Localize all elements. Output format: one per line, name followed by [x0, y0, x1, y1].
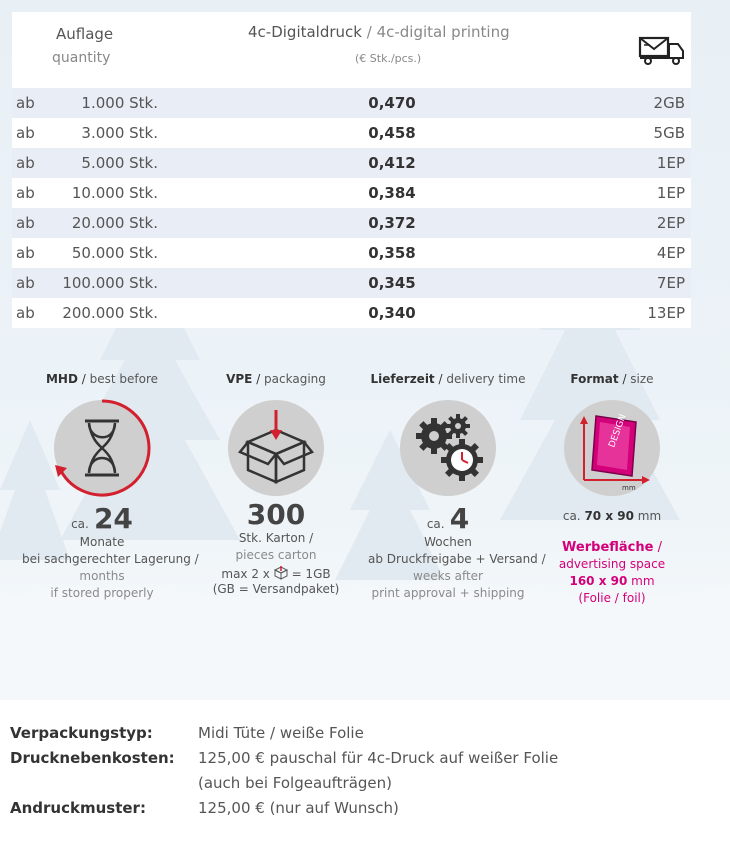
detail-value: Midi Tüte / weiße Folie [198, 724, 364, 742]
feature-title: MHD / best before [45, 372, 158, 386]
row-shipping: 7EP [656, 274, 685, 292]
feature-line-en: print approval + shipping [371, 586, 525, 600]
size-prefix: ca. [562, 509, 581, 523]
row-price: 0,372 [368, 214, 416, 232]
feature-line-en: weeks after [413, 569, 483, 583]
row-shipping: 4EP [656, 244, 685, 262]
table-row [12, 238, 691, 268]
box-icon [228, 400, 324, 496]
feature-title-de: VPE [226, 372, 253, 386]
table-row [12, 208, 691, 238]
row-shipping: 13EP [647, 304, 685, 322]
row-shipping: 2EP [656, 214, 685, 232]
feature-title-de: Format [570, 372, 619, 386]
feature-line: bei sachgerechter Lagerung / [22, 552, 199, 566]
feature-format [532, 372, 692, 607]
row-price: 0,470 [368, 94, 416, 112]
advertising-space-title: Werbefläche / [562, 540, 662, 555]
row-prefix: ab [16, 244, 35, 262]
feature-title-de: MHD [45, 372, 78, 386]
detail-value: (auch bei Folgeaufträgen) [198, 774, 393, 792]
col-print-header [248, 23, 510, 41]
row-prefix: ab [16, 124, 35, 142]
col-print-unit: (€ Stk./pcs.) [355, 52, 422, 65]
table-row [12, 88, 691, 118]
adv-material: (Folie / foil) [578, 591, 646, 605]
adv-value: 160 x 90 [569, 574, 628, 588]
row-price: 0,345 [368, 274, 416, 292]
mm-label: mm [622, 484, 636, 492]
feature-line [196, 566, 356, 583]
row-shipping: 1EP [656, 154, 685, 172]
feature-line-en: pieces carton [235, 548, 317, 562]
feature-title-de: Lieferzeit [370, 372, 435, 386]
feature-title: VPE / packaging [226, 372, 326, 386]
col-quantity-header: Auflage [56, 25, 114, 43]
row-prefix: ab [16, 154, 35, 172]
truck-mail-icon [638, 34, 686, 66]
feature-value: 4 [449, 502, 470, 535]
feature-line-en: months [79, 569, 125, 583]
col-quantity-header-en: quantity [52, 50, 111, 66]
format-size [532, 508, 692, 525]
size-value: 70 x 90 [584, 509, 634, 523]
col-print-header-de: 4c-Digitaldruck [248, 23, 362, 41]
adv-unit: mm [631, 574, 655, 588]
detail-label: Andruckmuster: [10, 799, 146, 817]
row-quantity: 100.000 Stk. [62, 274, 158, 292]
hourglass-icon [54, 400, 150, 496]
feature-title: Lieferzeit / delivery time [370, 372, 526, 386]
row-shipping: 1EP [656, 184, 685, 202]
row-prefix: ab [16, 304, 35, 322]
row-prefix: ab [16, 94, 35, 112]
adv-en: advertising space [558, 557, 666, 571]
row-prefix: ab [16, 184, 35, 202]
feature-title-en: packaging [264, 372, 326, 386]
adv-size [532, 573, 692, 590]
feature-line: ab Druckfreigabe + Versand / [368, 552, 546, 566]
row-shipping: 5GB [653, 124, 685, 142]
row-price: 0,458 [368, 124, 416, 142]
feature-value: 24 [93, 502, 133, 535]
row-price: 0,340 [368, 304, 416, 322]
detail-value: 125,00 € pauschal für 4c-Druck auf weißer Folie [198, 749, 559, 767]
detail-value: 125,00 € (nur auf Wunsch) [198, 799, 399, 817]
design-format-icon [564, 400, 660, 496]
feature-line: (GB = Versandpaket) [212, 582, 340, 596]
feature-delivery-time [368, 372, 546, 602]
small-box-icon [274, 566, 288, 580]
table-row [12, 148, 691, 178]
feature-title-en: best before [89, 372, 158, 386]
row-quantity: 5.000 Stk. [81, 154, 158, 172]
feature-title: Format / size [570, 372, 654, 386]
adv-de: Werbefläche [562, 540, 654, 555]
table-row [12, 118, 691, 148]
feature-ca: ca. [426, 517, 445, 531]
row-quantity: 1.000 Stk. [81, 94, 158, 112]
feature-ca: ca. [71, 517, 89, 531]
feature-line-en: if stored properly [50, 586, 154, 600]
row-prefix: ab [16, 214, 35, 232]
row-quantity: 200.000 Stk. [62, 304, 158, 322]
row-price: 0,412 [368, 154, 416, 172]
row-shipping: 2GB [653, 94, 685, 112]
feature-value: 300 [246, 498, 306, 531]
detail-label: Verpackungstyp: [10, 724, 153, 742]
detail-label: Drucknebenkosten: [10, 749, 175, 767]
row-quantity: 50.000 Stk. [71, 244, 158, 262]
row-quantity: 3.000 Stk. [81, 124, 158, 142]
table-row [12, 298, 691, 328]
feature-line: Monate [79, 535, 125, 549]
feature-best-before [22, 372, 199, 602]
col-print-header-sep: / [361, 23, 377, 41]
row-quantity: 20.000 Stk. [71, 214, 158, 232]
row-price: 0,384 [368, 184, 416, 202]
feature-title-en: size [630, 372, 654, 386]
table-row [12, 178, 691, 208]
feature-title-en: delivery time [446, 372, 526, 386]
price-table [12, 12, 691, 328]
gears-clock-icon [400, 400, 496, 496]
feature-packaging [196, 372, 356, 596]
row-prefix: ab [16, 274, 35, 292]
design-label: DESIGN [607, 412, 629, 450]
feature-line-part: max 2 x [221, 567, 270, 581]
size-unit: mm [637, 509, 662, 523]
col-print-header-en: 4c-digital printing [376, 23, 510, 41]
row-quantity: 10.000 Stk. [71, 184, 158, 202]
feature-line-part: = 1GB [291, 567, 331, 581]
feature-line: Stk. Karton / [238, 531, 314, 545]
table-row [12, 268, 691, 298]
feature-line: Wochen [424, 535, 472, 549]
row-price: 0,358 [368, 244, 416, 262]
